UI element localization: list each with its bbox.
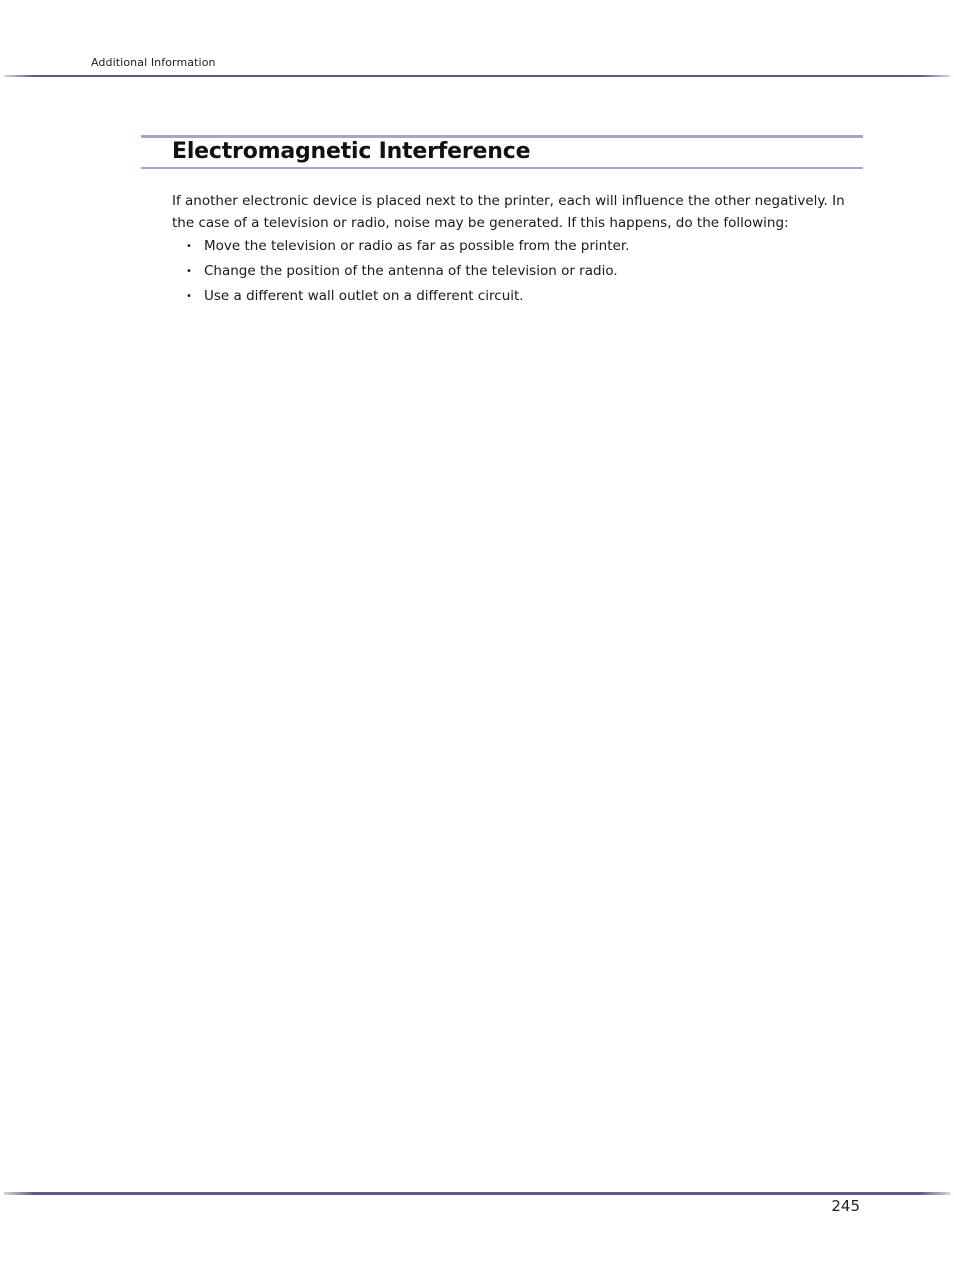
section-heading: [141, 135, 863, 169]
list-item-text: Use a different wall outlet on a different circuit.: [204, 288, 524, 304]
running-header: Additional Information: [91, 56, 216, 69]
bullet-list: [172, 236, 629, 311]
bullet-icon: •: [186, 241, 192, 252]
header-rule: [4, 75, 950, 77]
footer-rule: [4, 1192, 950, 1195]
section-title: Electromagnetic Interference: [172, 139, 531, 164]
list-item-text: Move the television or radio as far as possible from the printer.: [204, 238, 630, 254]
body-paragraph: If another electronic device is placed next to the printer, each will influence the other negatively. In the case of a television or radio, noise may be generated. If this happens, do the following:: [172, 193, 845, 231]
page-number: 245: [831, 1197, 860, 1215]
list-item: [172, 286, 629, 311]
list-item: [172, 236, 629, 261]
list-item: [172, 261, 629, 286]
bullet-icon: •: [186, 266, 192, 277]
list-item-text: Change the position of the antenna of the television or radio.: [204, 263, 618, 279]
title-bar: [141, 135, 863, 169]
bullet-icon: •: [186, 291, 192, 302]
